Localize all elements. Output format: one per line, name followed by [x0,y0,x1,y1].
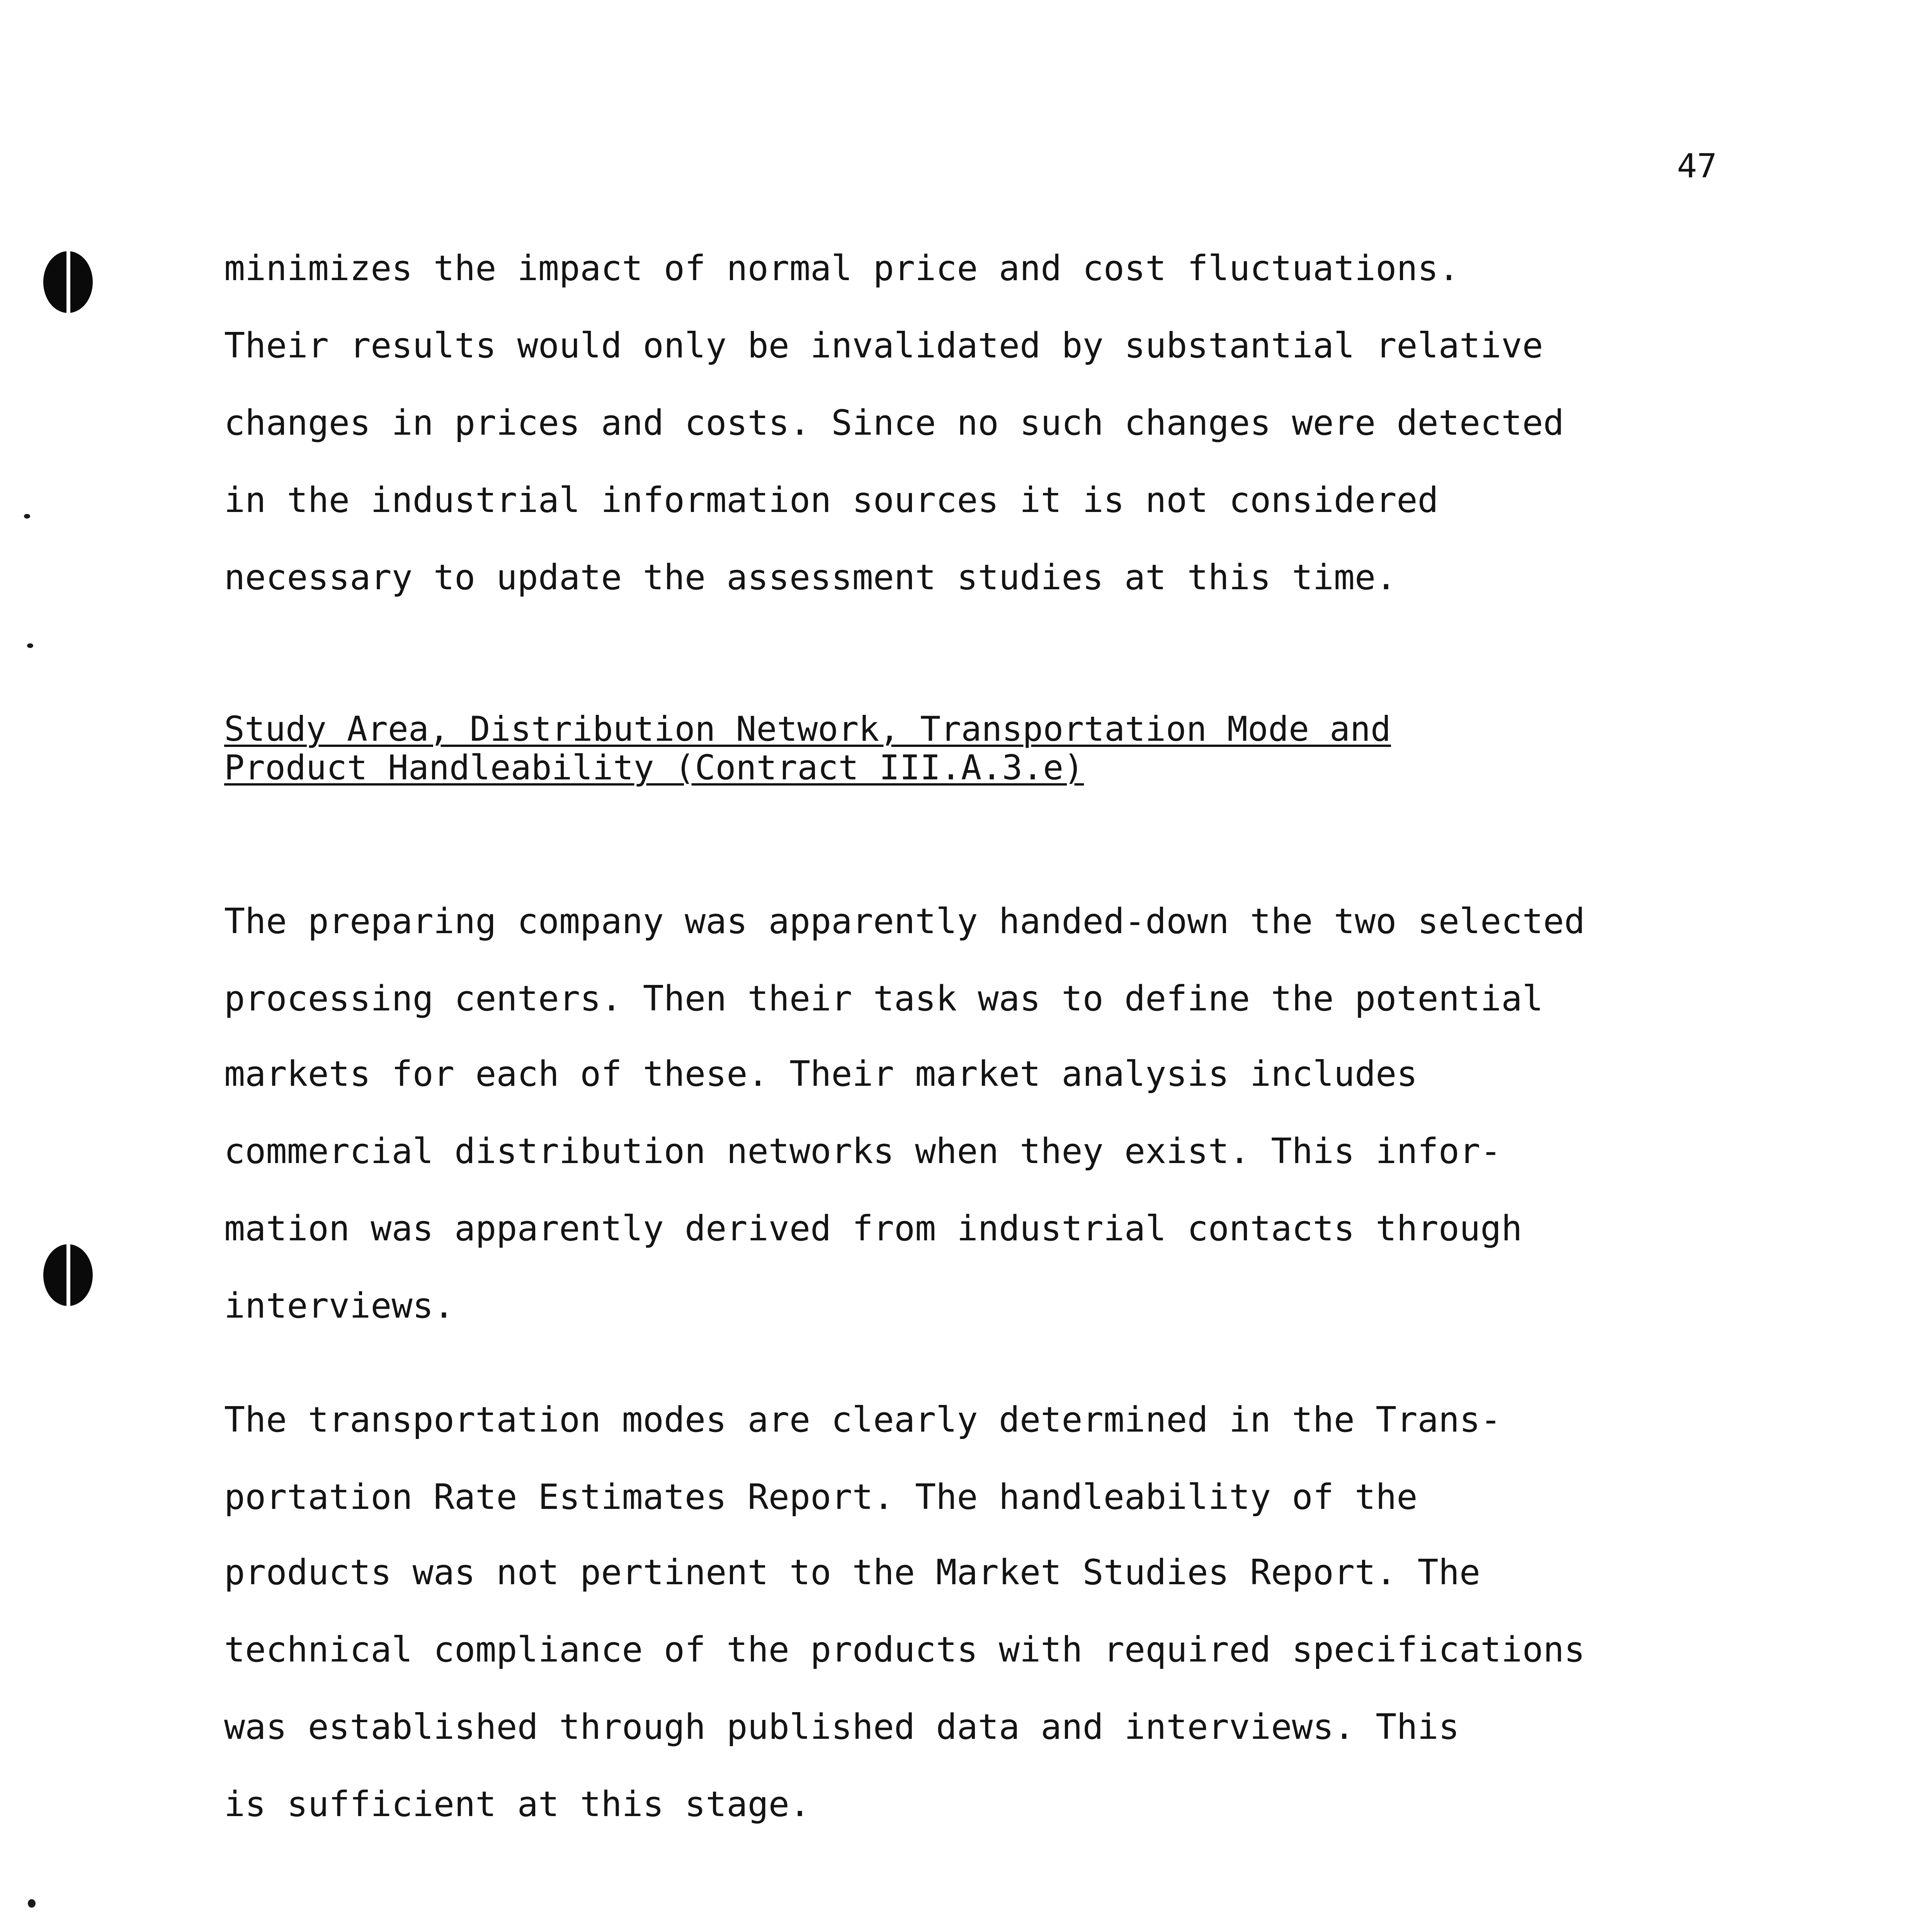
paragraph-line: in the industrial information sources it is not considered [224,480,1439,520]
punch-hole-middle [43,1244,93,1306]
heading-line: Product Handleability (Contract III.A.3.e) [224,748,1084,787]
scan-speck [28,1899,36,1908]
paragraph-line: portation Rate Estimates Report. The handleability of the [224,1477,1418,1517]
paragraph-line: necessary to update the assessment studies at this time. [224,557,1397,598]
scan-speck [27,643,33,648]
heading-line: Study Area, Distribution Network, Transportation Mode and [224,709,1391,749]
punch-hole-top [43,251,93,313]
scan-speck [24,514,30,519]
paragraph-line: minimizes the impact of normal price and cost fluctuations. [224,248,1459,289]
paragraph-line: is sufficient at this stage. [224,1784,811,1825]
paragraph-line: markets for each of these. Their market analysis includes [224,1054,1418,1094]
paragraph-line: changes in prices and costs. Since no such changes were detected [224,403,1564,443]
paragraph-line: The transportation modes are clearly determined in the Trans- [224,1400,1502,1440]
paragraph-line: technical compliance of the products with required specifications [224,1629,1585,1670]
paragraph-line: commercial distribution networks when they exist. This infor- [224,1131,1502,1172]
paragraph-line: was established through published data and interviews. This [224,1707,1459,1747]
paragraph-line: interviews. [224,1286,455,1326]
paragraph-line: processing centers. Then their task was to define the potential [224,978,1543,1019]
paragraph-line: mation was apparently derived from industrial contacts through [224,1208,1522,1249]
paragraph-line: The preparing company was apparently handed-down the two selected [224,901,1585,942]
page-number: 47 [1677,147,1717,185]
paragraph-line: products was not pertinent to the Market Studies Report. The [224,1552,1481,1593]
paragraph-line: Their results would only be invalidated by substantial relative [224,325,1543,366]
